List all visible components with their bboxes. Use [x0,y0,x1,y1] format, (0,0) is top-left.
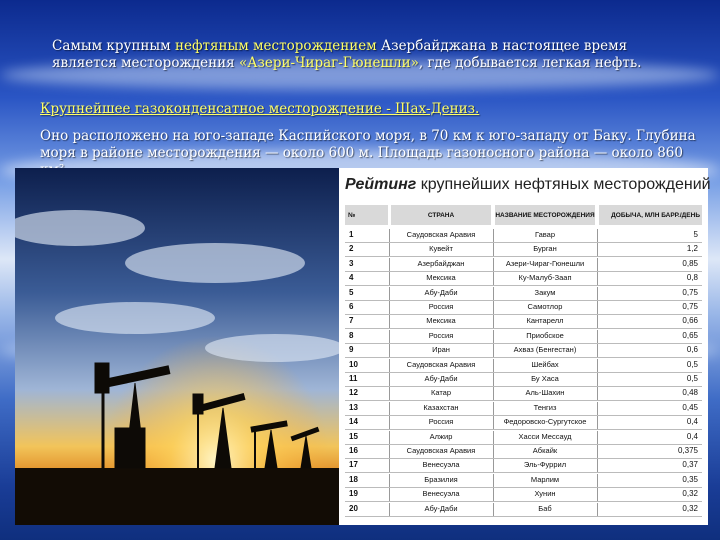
cell-num: 3 [349,258,354,268]
text-segment: , где добывается легкая нефть. [418,55,642,71]
column-divider [597,402,598,415]
table-row [345,488,702,502]
column-divider [493,431,494,444]
column-divider [493,359,494,372]
cell-country: Бразилия [424,474,458,484]
table-row [345,373,702,387]
cell-production: 0,5 [686,374,698,383]
column-divider [389,459,390,472]
column-divider [493,258,494,271]
cell-num: 6 [349,302,354,311]
table-row [345,272,702,286]
cell-country: Азербайджан [417,258,465,268]
cell-field: Марлим [530,474,560,484]
cell-field: Федоровско-Сургутское [503,417,587,427]
cell-production: 0,4 [686,431,698,441]
column-divider [597,258,598,271]
header-production: ДОБЫЧА, МЛН БАРР./ДЕНЬ [599,205,702,225]
table-row [345,301,702,315]
cell-num: 20 [349,503,358,513]
table-row [345,229,702,243]
column-divider [597,503,598,516]
column-divider [493,315,494,328]
highlight-text: «Азери-Чираг-Гюнешли» [238,55,419,71]
column-divider [389,287,390,300]
cell-field: Баб [538,503,552,513]
cell-num: 9 [349,345,354,355]
cell-num: 4 [349,273,354,283]
table-row [345,387,702,401]
cell-production: 0,5 [686,359,698,369]
paragraph-azeri [52,38,682,72]
cell-field: Бурган [533,244,557,254]
column-divider [493,344,494,357]
column-divider [389,488,390,501]
column-divider [493,488,494,501]
cell-production: 0,37 [682,460,698,470]
cell-num: 1 [349,230,354,239]
column-divider [389,431,390,444]
column-divider [493,373,494,386]
column-divider [597,287,598,300]
cell-num: 19 [349,489,358,499]
paragraph-shah-deniz: Крупнейшее газоконденсатное месторождение - Шах-Дениз. [40,101,480,117]
table-row [345,315,702,329]
column-divider [597,488,598,501]
table-row [345,243,702,257]
cell-country: Абу-Даби [424,287,458,297]
cell-country: Венесуэла [422,489,460,499]
cell-field: Тенгиз [533,402,557,412]
column-divider [389,258,390,271]
cell-country: Саудовская Аравия [406,230,476,239]
table-row [345,474,702,488]
column-divider [597,459,598,472]
cell-field: Закум [534,287,556,297]
cell-num: 11 [349,374,358,383]
table-row [345,402,702,416]
cell-field: Эль-Фуррил [523,460,567,470]
header-country: СТРАНА [391,205,491,225]
cell-field: Кантарелл [526,316,564,326]
column-divider [389,301,390,314]
column-divider [597,431,598,444]
cell-num: 17 [349,460,358,470]
column-divider [389,445,390,458]
cell-production: 0,6 [686,345,698,355]
cell-production: 0,4 [686,417,698,427]
header-field: НАЗВАНИЕ МЕСТОРОЖДЕНИЯ [495,205,595,225]
cell-num: 14 [349,417,358,427]
column-divider [597,474,598,487]
table-row [345,416,702,430]
column-divider [493,272,494,285]
table-row [345,445,702,459]
cell-num: 8 [349,330,354,340]
cell-field: Бу Хаса [531,374,559,383]
column-divider [493,387,494,400]
column-divider [493,243,494,256]
cell-field: Шейбах [531,359,559,369]
column-divider [597,330,598,343]
cell-production: 0,32 [682,503,698,513]
table-row [345,330,702,344]
column-divider [493,416,494,429]
cell-production: 1,2 [686,244,698,254]
column-divider [493,503,494,516]
table-row [345,431,702,445]
column-divider [389,416,390,429]
header-num: № [345,205,388,225]
cell-num: 5 [349,287,354,297]
column-divider [597,359,598,372]
cell-country: Венесуэла [422,460,460,470]
cell-field: Аль-Шахин [525,388,565,398]
column-divider [597,416,598,429]
column-divider [597,373,598,386]
highlight-text: нефтяным месторождением [174,38,377,54]
column-divider [389,272,390,285]
text-segment: Азербайджана в настоящее время является месторождения [52,38,628,71]
cell-num: 12 [349,388,358,398]
column-divider [389,330,390,343]
column-divider [597,445,598,458]
cell-field: Азери-Чираг-Гюнешли [505,258,585,268]
column-divider [597,272,598,285]
column-divider [493,459,494,472]
column-divider [389,474,390,487]
cell-country: Абу-Даби [424,374,458,383]
table-title-bold: Рейтинг [345,176,417,193]
column-divider [597,344,598,357]
cell-field: Ахваз (Бенгестан) [513,345,577,355]
cell-production: 0,66 [682,316,698,326]
column-divider [597,387,598,400]
cell-country: Саудовская Аравия [406,446,476,455]
column-divider [389,344,390,357]
column-divider [389,359,390,372]
table-row [345,344,702,358]
column-divider [493,474,494,487]
cell-production: 0,85 [682,258,698,268]
column-divider [389,387,390,400]
table-row [345,503,702,517]
cell-country: Мексика [426,316,456,326]
cell-field: Ку-Малуб-Заап [518,273,572,283]
table-row [345,359,702,373]
cell-production: 0,8 [686,273,698,283]
table-title-rest: крупнейших нефтяных месторождений [416,176,711,193]
cell-production: 0,48 [682,388,698,398]
cell-field: Гавар [534,230,556,239]
column-divider [389,243,390,256]
cell-field: Самотлор [527,302,563,311]
table-header-row [345,205,702,225]
column-divider [389,315,390,328]
column-divider [597,301,598,314]
paragraph-location: Оно расположено на юго-западе Каспийского моря, в 70 км к юго-западу от Баку. Глубина моря в районе месторождения — около 600 м. Площадь газоносного района — около 860 [40,128,696,161]
cell-num: 16 [349,446,358,455]
cell-country: Алжир [429,431,453,441]
table-row [345,258,702,272]
table-title [345,176,711,194]
text-segment: Самым крупным [52,38,175,54]
cell-production: 0,75 [682,302,698,311]
oil-fields-ranking-table [339,168,711,525]
oil-pumpjacks-sunset-image [15,168,339,525]
cell-country: Мексика [426,273,456,283]
column-divider [493,229,494,242]
column-divider [493,402,494,415]
cell-production: 0,32 [682,489,698,499]
column-divider [597,229,598,242]
cell-field: Абкайк [532,446,558,455]
cell-country: Саудовская Аравия [406,359,476,369]
cell-production: 5 [693,230,698,239]
cell-country: Кувейт [429,244,453,254]
column-divider [389,503,390,516]
column-divider [389,229,390,242]
cell-production: 0,65 [682,330,698,340]
column-divider [597,315,598,328]
column-divider [493,287,494,300]
table-row [345,459,702,473]
cell-production: 0,75 [682,287,698,297]
cell-num: 7 [349,316,354,326]
cell-country: Россия [428,330,454,340]
cell-country: Иран [432,345,450,355]
cell-country: Россия [428,302,454,311]
cell-num: 15 [349,431,358,441]
cell-field: Приобское [526,330,564,340]
table-row [345,287,702,301]
cell-num: 18 [349,474,358,484]
cell-num: 13 [349,402,358,412]
column-divider [493,330,494,343]
cell-production: 0,375 [677,446,698,455]
column-divider [493,445,494,458]
cell-country: Казахстан [423,402,459,412]
pumpjacks-illustration [15,168,339,525]
column-divider [389,402,390,415]
cell-country: Катар [430,388,452,398]
cell-country: Россия [428,417,454,427]
column-divider [493,301,494,314]
column-divider [597,243,598,256]
cell-field: Хасси Мессауд [518,431,572,441]
column-divider [389,373,390,386]
cell-production: 0,35 [682,474,698,484]
cell-num: 10 [349,359,358,369]
cell-num: 2 [349,244,354,254]
cell-production: 0,45 [682,402,698,412]
cell-country: Абу-Даби [424,503,458,513]
cell-field: Хунин [534,489,556,499]
